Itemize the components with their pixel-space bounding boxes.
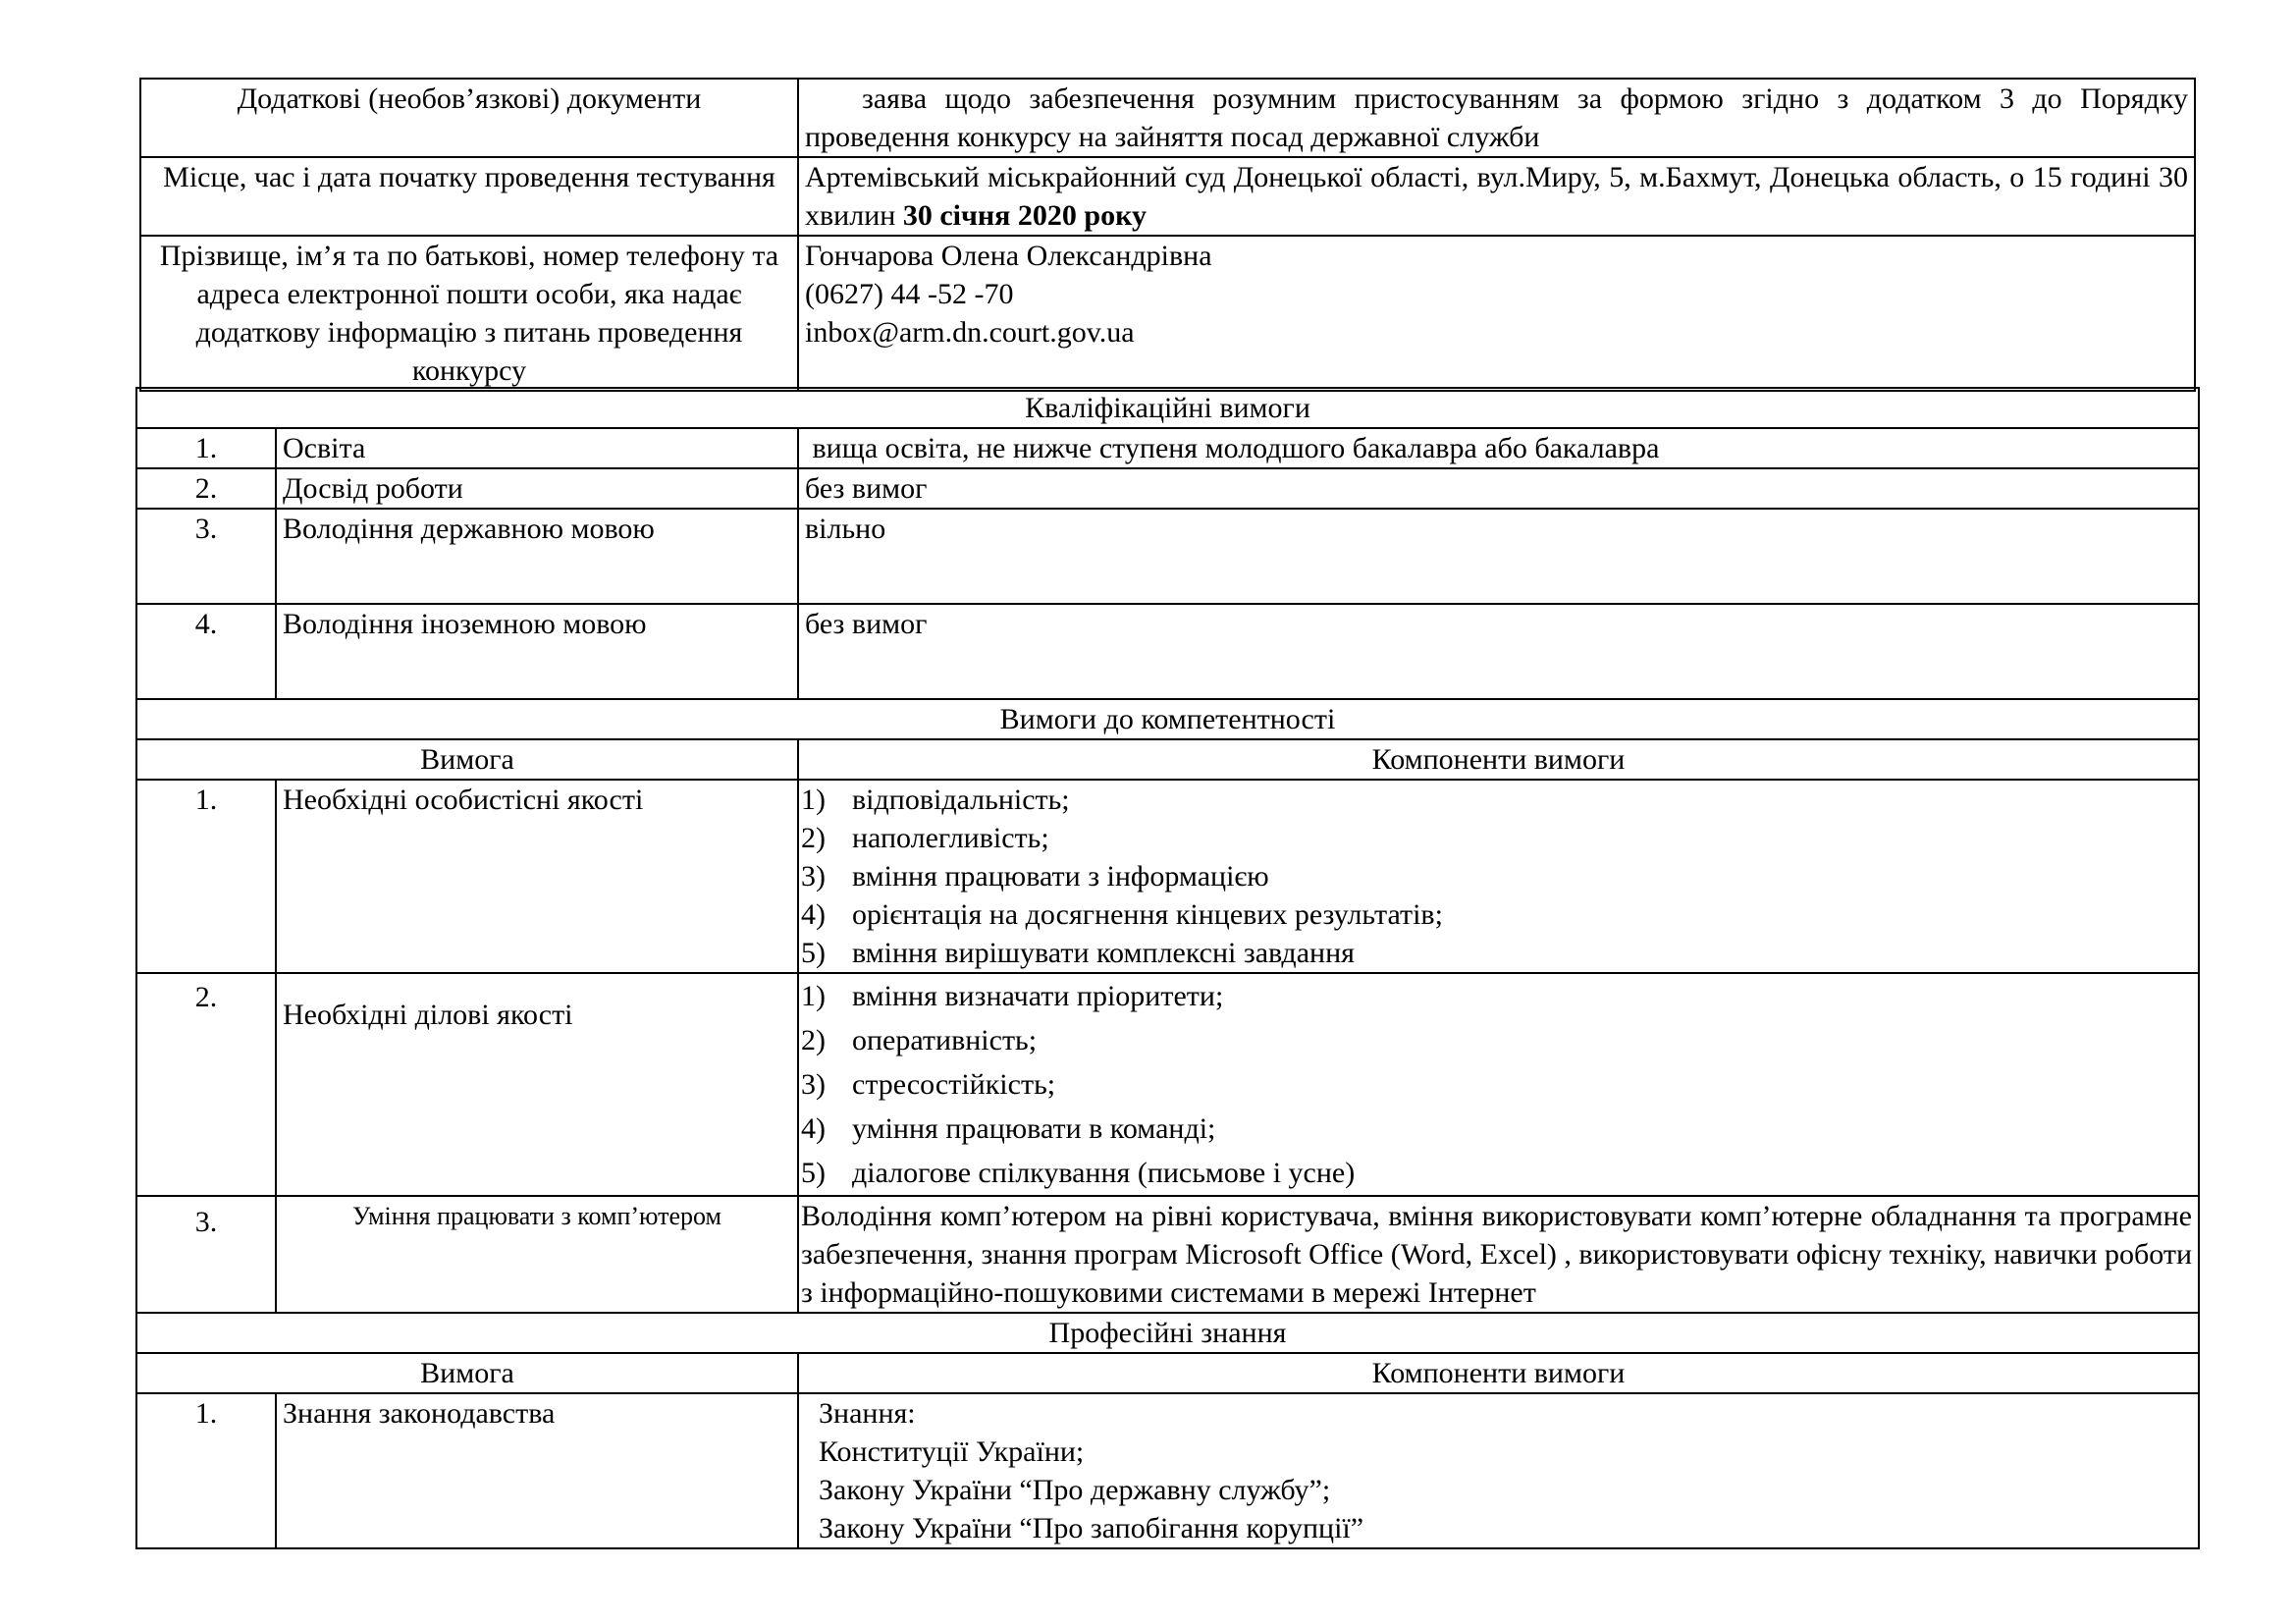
list-item: 4) орієнтація на досягнення кінцевих результатів; (801, 898, 1443, 931)
testing-date: 30 січня 2020 року (902, 199, 1147, 232)
column-header-requirement: Вимога (136, 739, 798, 780)
row-number: 2. (136, 468, 276, 509)
column-header-components: Компоненти вимоги (798, 739, 2199, 780)
list-item: Закону України “Про державну службу”; (819, 1474, 1331, 1506)
row-label: Місце, час і дата початку проведення тестування (140, 157, 798, 236)
column-header-row (136, 739, 2199, 780)
table-row (136, 509, 2199, 604)
list-item: Конституції України; (819, 1435, 1085, 1468)
table-row (140, 236, 2195, 391)
row-label: Додаткові (необов’язкові) документи (140, 79, 798, 157)
list-item: Закону України “Про запобігання корупції” (819, 1512, 1364, 1544)
row-number: 1. (136, 428, 276, 468)
table-row (136, 468, 2199, 509)
list-item: 3) стресостійкість; (801, 1068, 1056, 1101)
list-item: Знання: (819, 1397, 916, 1430)
row-value (798, 236, 2195, 391)
row-value (798, 780, 2199, 973)
row-name: Освіта (276, 428, 798, 468)
list-item: 4) уміння працювати в команді; (801, 1112, 1216, 1145)
table-row (136, 780, 2199, 973)
contact-phone: (0627) 44 -52 -70 (805, 278, 1014, 310)
row-number: 2. (136, 973, 276, 1196)
row-value: заява щодо забезпечення розумним пристосуванням за формою згідно з додатком 3 до Порядку проведення конкурсу на зайняття посад державної служби (798, 79, 2195, 157)
table-row (136, 428, 2199, 468)
row-value: вільно (798, 509, 2199, 604)
column-header-requirement: Вимога (136, 1353, 798, 1393)
table-row (136, 604, 2199, 699)
list-item: 5) вміння вирішувати комплексні завдання (801, 937, 1355, 969)
requirements-table (135, 387, 2200, 1549)
table-row (140, 79, 2195, 157)
contact-table (139, 78, 2196, 392)
row-number: 1. (136, 780, 276, 973)
row-number: 3. (136, 1196, 276, 1313)
row-number: 4. (136, 604, 276, 699)
row-number: 3. (136, 509, 276, 604)
list-item: 2) оперативність; (801, 1024, 1038, 1056)
contact-name: Гончарова Олена Олександрівна (805, 240, 1212, 272)
table-row (140, 157, 2195, 236)
row-label: Прізвище, ім’я та по батькові, номер телефону та адреса електронної пошти особи, яка надає додаткову інформацію з питань проведення конкурсу (140, 236, 798, 391)
row-value (798, 157, 2195, 236)
row-value: без вимог (798, 604, 2199, 699)
row-name: Володіння іноземною мовою (276, 604, 798, 699)
column-header-row (136, 1353, 2199, 1393)
row-name: Володіння державною мовою (276, 509, 798, 604)
row-value (798, 973, 2199, 1196)
row-value: без вимог (798, 468, 2199, 509)
row-name: Знання законодавства (276, 1393, 798, 1548)
list-item: 3) вміння працювати з інформацією (801, 860, 1269, 893)
row-name: Уміння працювати з комп’ютером (276, 1196, 798, 1313)
section-header-row (136, 388, 2199, 428)
row-name: Необхідні ділові якості (276, 973, 798, 1196)
row-name: Необхідні особистісні якості (276, 780, 798, 973)
row-value: Володіння комп’ютером на рівні користувача, вміння використовувати комп’ютерне обладнання та програмне забезпечення, знання програм Microsoft Office (Word, Excel) , використовувати офісну техніку, навички роботи з інформаційно-пошуковими системами в мережі Інтернет (798, 1196, 2199, 1313)
row-value: вища освіта, не нижче ступеня молодшого бакалавра або бакалавра (798, 428, 2199, 468)
list-item: 2) наполегливість; (801, 822, 1049, 854)
row-number: 1. (136, 1393, 276, 1548)
row-name: Досвід роботи (276, 468, 798, 509)
section-title: Професійні знання (136, 1313, 2199, 1353)
testing-place-text: Артемівський міськрайонний суд Донецької області, вул.Миру, 5, м.Бахмут, Донецька область, о 15 годині 30 хвилин (805, 161, 2188, 232)
column-header-components: Компоненти вимоги (798, 1353, 2199, 1393)
list-item: 1) відповідальність; (801, 784, 1070, 816)
list-item: 5) діалогове спілкування (письмове і усне) (801, 1157, 1356, 1189)
section-header-row (136, 1313, 2199, 1353)
section-title: Кваліфікаційні вимоги (136, 388, 2199, 428)
section-title: Вимоги до компетентності (136, 699, 2199, 739)
table-row (136, 1393, 2199, 1548)
table-row (136, 1196, 2199, 1313)
list-item: 1) вміння визначати пріоритети; (801, 980, 1224, 1012)
row-value (798, 1393, 2199, 1548)
section-header-row (136, 699, 2199, 739)
contact-email: inbox@arm.dn.court.gov.ua (805, 316, 1135, 349)
table-row (136, 973, 2199, 1196)
